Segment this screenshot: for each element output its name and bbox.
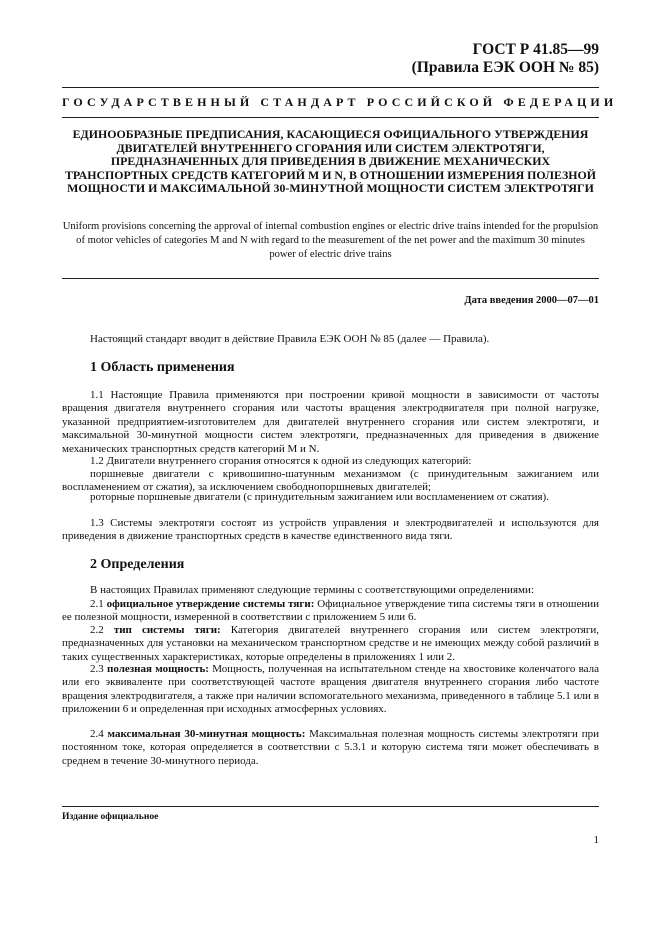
introduction-date: Дата введения 2000—07—01 xyxy=(464,295,599,306)
definitions-lead: В настоящих Правилах применяют следующие термины с соответствующими определениями: xyxy=(90,584,534,596)
definition-2-3 xyxy=(62,663,599,717)
standard-code: ГОСТ Р 41.85—99 xyxy=(472,41,599,58)
definition-text: Максимальная полезная мощность системы электротяги при постоянном токе, которая определяется в соответствии с 5.3.1 и которую система тяги может обеспечивать в среднем в течение 30-минутного периода. xyxy=(62,728,600,767)
definition-2-2 xyxy=(62,624,599,664)
paragraph-1-2-rotary: роторные поршневые двигатели (с принудительным зажиганием или воспламенением от сжатия). xyxy=(90,491,549,503)
intro-paragraph: Настоящий стандарт вводит в действие Правила ЕЭК ООН № 85 (далее — Правила). xyxy=(90,333,490,345)
section-heading-definitions: 2 Определения xyxy=(90,557,185,572)
definition-text: Официальное утверждение типа системы тяги в отношении ее полезной мощности, измеренной в соответствии с приложением 5 или 6. xyxy=(62,598,599,624)
definition-text: Мощность, полученная на испытательном стенде на хвостовике коленчатого вала или его эквиваленте при соответствующей частоте вращения двигателя внутреннего сгорания либо частоте вращения электродвигателя, а также при наличии вспомогательного механизма, приведенного в таблице 5.1 или в приложении 6 и определенная при исходных атмосферных условиях. xyxy=(62,663,599,716)
definition-number: 2.3 xyxy=(90,663,104,675)
definition-number: 2.1 xyxy=(90,598,104,610)
paragraph-1-3: 1.3 Системы электротяги состоят из устройств управления и электродвигателей и используются для приведения в движение транспортных средств в качестве единственного вида тяги. xyxy=(62,517,599,543)
definition-2-1 xyxy=(62,598,599,625)
document-title-ru: ЕДИНООБРАЗНЫЕ ПРЕДПИСАНИЯ, КАСАЮЩИЕСЯ ОФИЦИАЛЬНОГО УТВЕРЖДЕНИЯ ДВИГАТЕЛЕЙ ВНУТРЕННЕГО СГОРАНИЯ ИЛИ СИСТЕМ ЭЛЕКТРОТЯГИ, ПРЕДНАЗНАЧЕННЫХ ДЛЯ ПРИВЕДЕНИЯ В ДВИЖЕНИЕ МЕХАНИЧЕСКИХ ТРАНСПОРТНЫХ СРЕДСТВ КАТЕГОРИЙ M И N, В ОТНОШЕНИИ ИЗМЕРЕНИЯ ПОЛЕЗНОЙ МОЩНОСТИ И МАКСИМАЛЬНОЙ 30-МИНУТНОЙ МОЩНОСТИ СИСТЕМ ЭЛЕКТРОТЯГИ xyxy=(64,127,597,196)
definition-term: полезная мощность: xyxy=(107,663,209,675)
title-divider xyxy=(62,117,599,118)
definition-term: официальное утверждение системы тяги: xyxy=(106,598,315,610)
paragraph-1-1: 1.1 Настоящие Правила применяются при построении кривой мощности в зависимости от частоты вращения двигателя внутреннего сгорания или частоты вращения электродвигателя при полной нагрузке, указанной предприятием-изготовителем для двигателей внутреннего сгорания или систем электротяги, и максимальной 30-минутной мощности систем электротяги, предназначенных для приведения в движение механических транспортных средств категорий M и N. xyxy=(62,389,599,455)
definition-number: 2.2 xyxy=(90,624,104,636)
paragraph-1-2-reciprocating: поршневые двигатели с кривошипно-шатунным механизмом (с принудительным зажиганием или воспламенением от сжатия), за исключением свободнопоршневых двигателей; xyxy=(62,468,599,494)
section-heading-scope: 1 Область применения xyxy=(90,360,235,375)
definition-term: максимальная 30-минутная мощность: xyxy=(107,728,306,740)
regulation-reference: (Правила ЕЭК ООН № 85) xyxy=(411,59,599,76)
top-divider xyxy=(62,87,599,88)
definition-2-4 xyxy=(62,728,599,768)
definition-number: 2.4 xyxy=(90,728,104,740)
definition-term: тип системы тяги: xyxy=(113,624,221,636)
document-header xyxy=(412,41,599,77)
document-title-en: Uniform provisions concerning the approval of internal combustion engines or electric drive trains intended for the propulsion of motor vehicles of categories M and N with regard to the measurement of the net power and the maximum 30 minutes power of electric drive trains xyxy=(62,221,599,261)
paragraph-1-2: 1.2 Двигатели внутреннего сгорания относятся к одной из следующих категорий: xyxy=(90,455,472,467)
page-number: 1 xyxy=(593,834,599,846)
official-edition-label: Издание официальное xyxy=(62,811,159,822)
state-standard-title: ГОСУДАРСТВЕННЫЙ СТАНДАРТ РОССИЙСКОЙ ФЕДЕРАЦИИ xyxy=(62,95,618,109)
definition-text: Категория двигателей внутреннего сгорания или систем электротяги, предназначенных для установки на механическом транспортном средстве и не имеющих между собой различий в таких существенных характеристиках, которые определены в приложениях 1 или 2. xyxy=(62,624,599,663)
date-divider xyxy=(62,278,599,279)
footer-divider xyxy=(62,806,599,807)
